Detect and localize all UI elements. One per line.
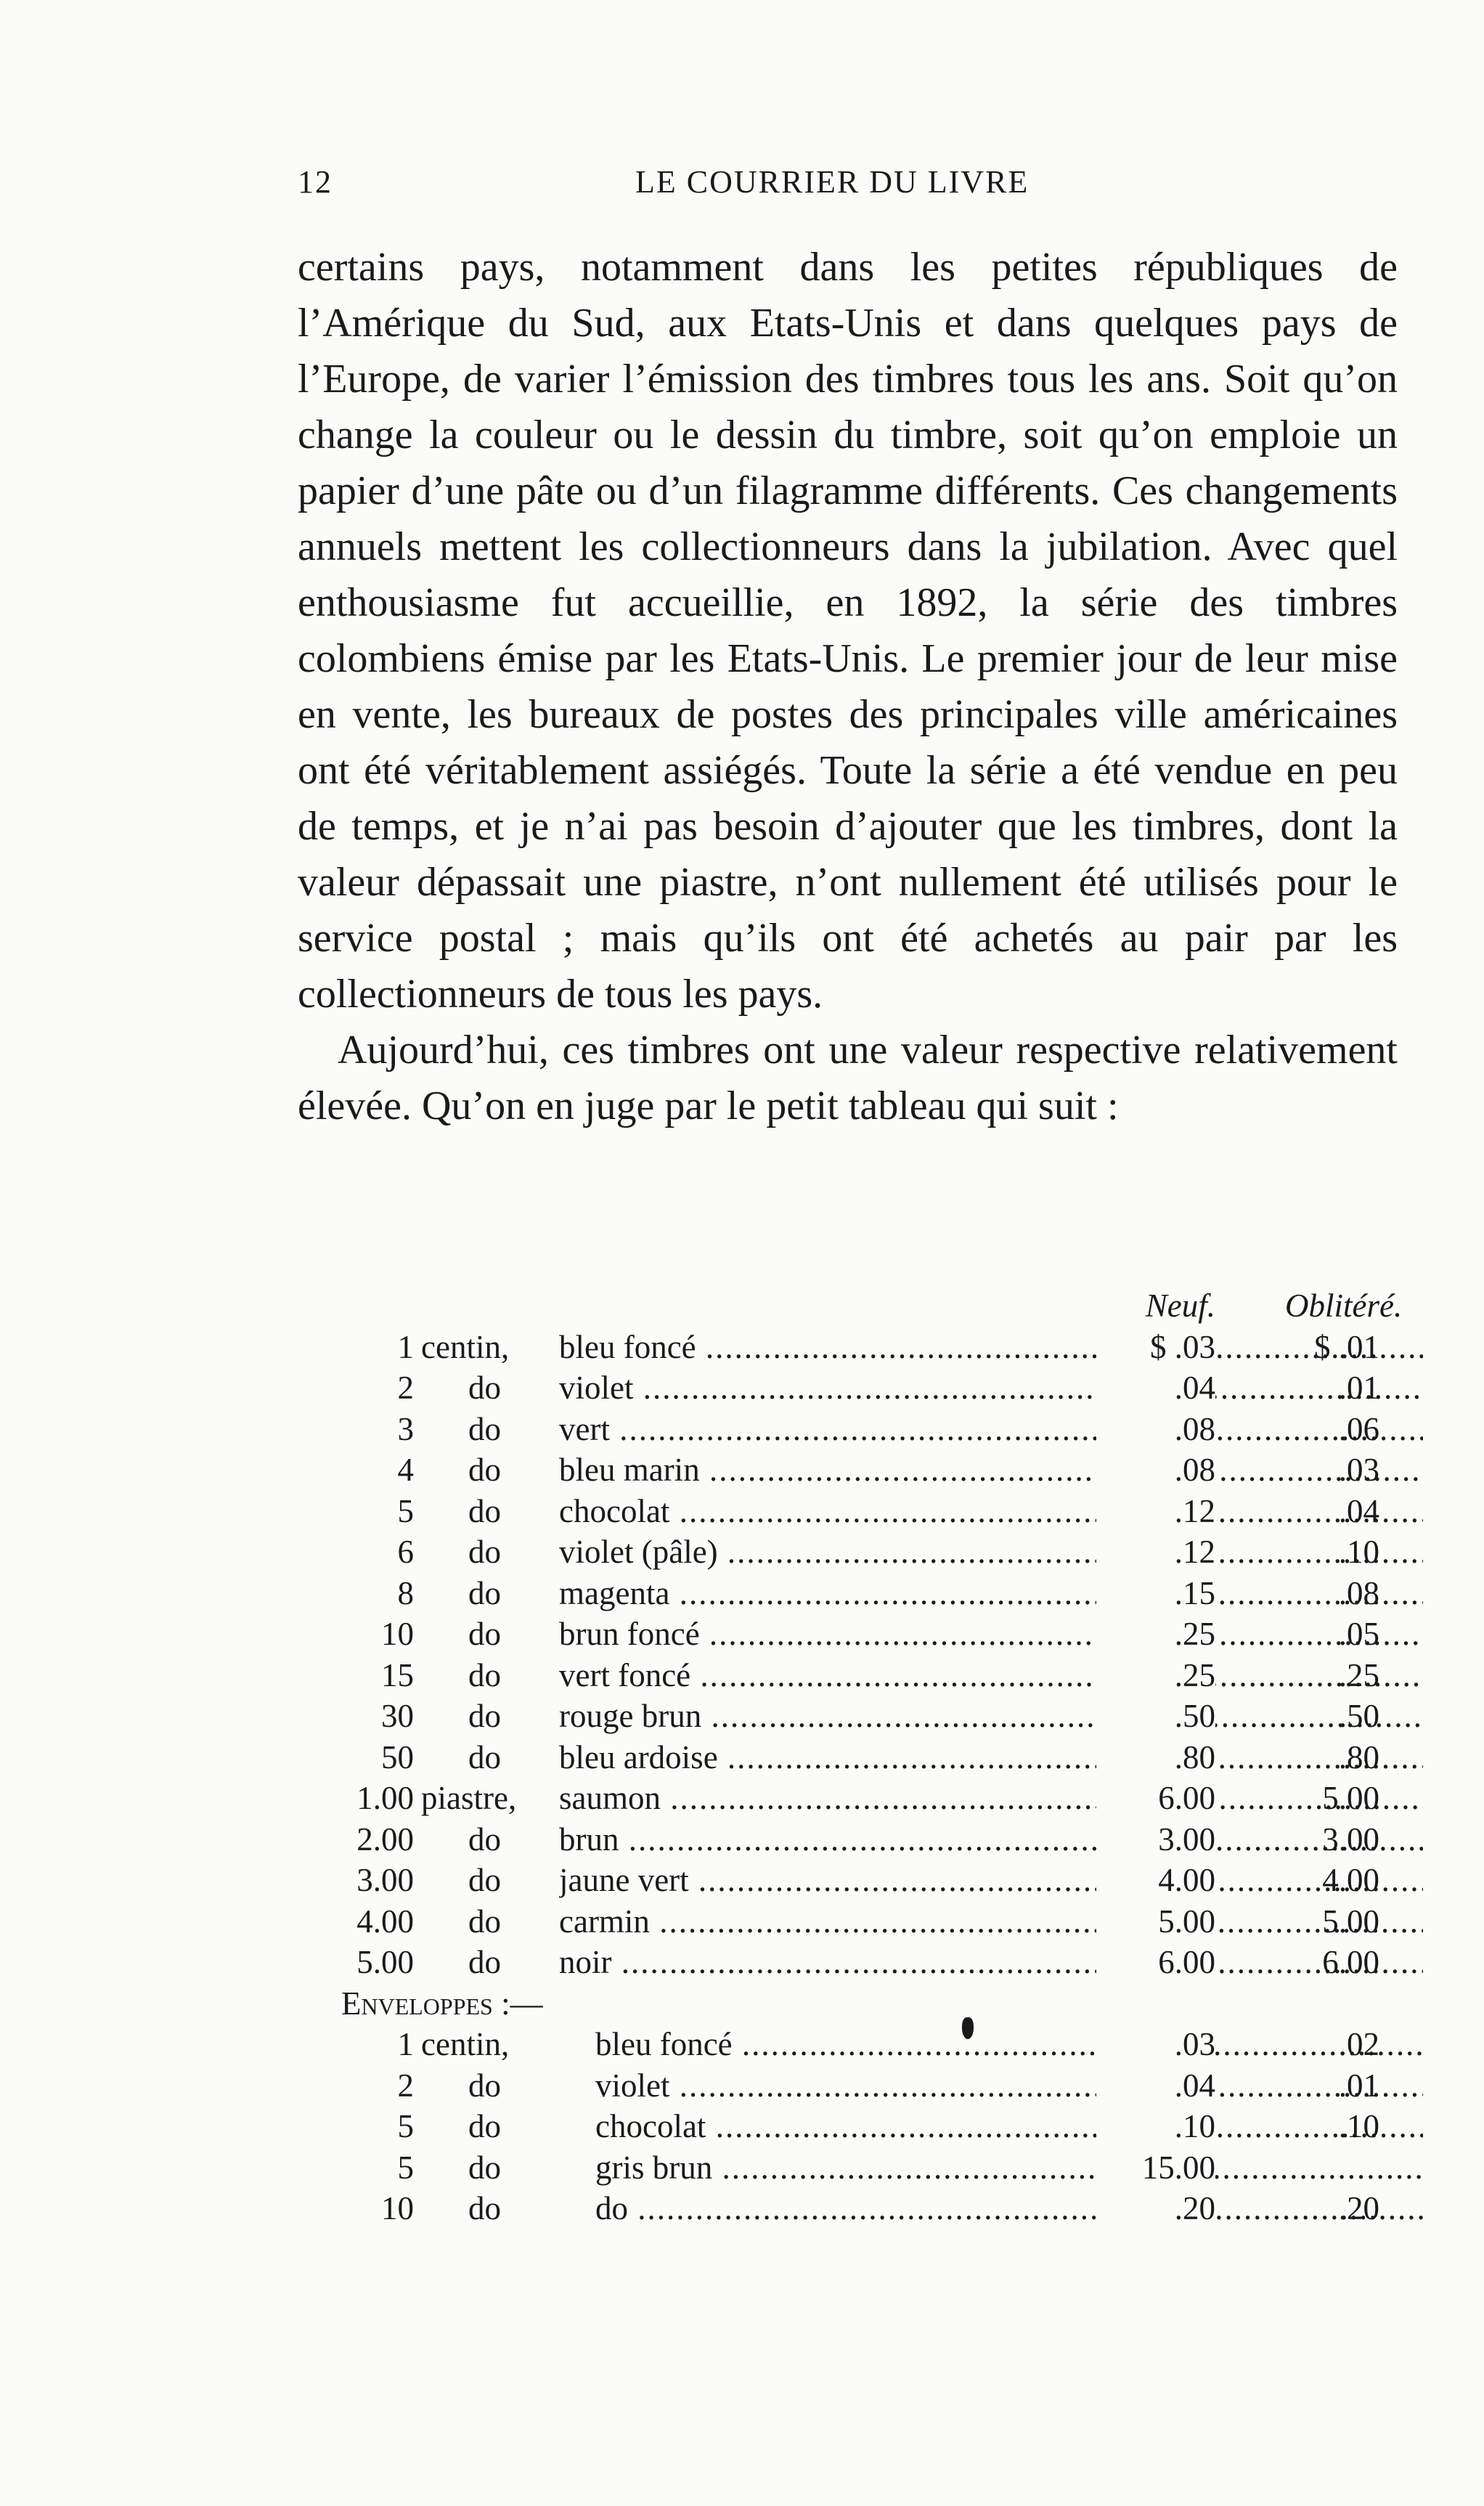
row-price-neuf: 4.00 [1096,1860,1215,1901]
row-price-oblitere: 5.00 [1322,1903,1379,1940]
row-quantity: 2.00 [356,1820,414,1858]
table-row [319,1778,1408,1819]
row-price-neuf: .50 [1096,1696,1215,1737]
row-color: vert foncé ..... [559,1655,1423,1696]
row-color: violet ..... [559,1367,1423,1409]
table-row [319,1901,1408,1942]
row-price-oblitere: $ .01 [1314,1328,1379,1365]
row-color: violet (pâle) ..... [559,1531,1423,1573]
row-quantity: 3.00 [356,1862,414,1898]
row-unit: do [468,1616,501,1652]
row-unit: do [468,1492,501,1529]
stamp-price-table [319,1285,1408,2229]
row-price-neuf: .25 [1096,1614,1215,1655]
row-unit: do [468,1944,501,1980]
row-price-neuf: .12 [1096,1531,1215,1573]
table-row [319,1531,1408,1573]
table-row [319,1737,1408,1778]
row-color: bleu marin ..... [559,1449,1423,1491]
row-color: noir ..... [559,1942,1423,1983]
row-unit: do [468,2190,501,2226]
row-price-neuf: .20 [1096,2188,1215,2229]
row-quantity: 5.00 [356,1944,414,1980]
row-unit: do [468,1410,501,1447]
row-price-oblitere: .50 [1338,1698,1379,1734]
row-price-neuf: 6.00 [1096,1942,1215,1983]
row-color: do ..... [595,2188,1423,2229]
table-row [319,1614,1408,1655]
running-title: LE COURRIER DU LIVRE [635,164,1030,200]
table-row [319,1655,1408,1696]
row-unit: do [468,1370,501,1406]
column-header-neuf: Neuf. [1145,1287,1215,1324]
row-unit: do [468,2149,501,2186]
table-row [319,2065,1408,2107]
row-price-oblitere: .25 [1338,1656,1379,1693]
row-color: vert ..... [559,1409,1423,1450]
row-color: brun ..... [559,1819,1423,1860]
row-color: gris brun ..... [595,2147,1423,2189]
row-price-oblitere: .01 [1338,1370,1379,1406]
row-unit: centin, [421,1328,510,1365]
row-quantity: 4 [397,1452,414,1488]
table-row [319,1819,1408,1860]
row-unit: do [468,1862,501,1898]
row-quantity: 5 [397,2149,414,2186]
row-price-neuf: .08 [1096,1409,1215,1450]
table-row [319,1573,1408,1614]
row-unit: do [468,1656,501,1693]
paragraph: certains pays, notamment dans les petites républiques de l’Amérique du Sud, aux Etats-Unis et dans quelques pays de l’Europe, de varier l’émission des timbres tous les ans. Soit qu’on change la couleur ou le dessin du timbre, soit qu’on emploie un papier d’une pâte ou d’un filagramme différents. Ces changements annuels mettent les collectionneurs dans la jubilation. Avec quel enthousiasme fut accueillie, en 1892, la série des timbres colombiens émise par les Etats-Unis. Le premier jour de leur mise en vente, les bureaux de postes des principales ville américaines ont été véritablement assiégés. Toute la série a été vendue en peu de temps, et je n’ai pas besoin d’ajouter que les timbres, dont la valeur dépassait une piastre, n’ont nullement été utilisés pour le service postal ; mais qu’ils ont été achetés au pair par les collectionneurs de tous les pays. [298,245,1398,1017]
row-price-oblitere: .01 [1338,2067,1379,2104]
row-quantity: 3 [397,1410,414,1447]
row-price-neuf: .04 [1096,1367,1215,1409]
table-row [319,1409,1408,1450]
row-price-neuf: .15 [1096,1573,1215,1614]
row-unit: do [468,1452,501,1488]
row-price-oblitere: .04 [1338,1492,1379,1529]
row-unit: do [468,1820,501,1858]
row-color: bleu foncé ..... [595,2024,1423,2065]
row-color: carmin ..... [559,1901,1423,1942]
row-price-oblitere: .10 [1338,1534,1379,1570]
row-price-neuf: .10 [1096,2106,1215,2147]
row-quantity: 5 [397,2108,414,2144]
row-quantity: 2 [397,2067,414,2104]
row-price-neuf: 15.00 [1096,2147,1215,2189]
row-unit: piastre, [421,1780,517,1816]
row-color: jaune vert ..... [559,1860,1423,1901]
row-quantity: 50 [381,1738,414,1775]
row-unit: do [468,2108,501,2144]
table-row [319,2147,1408,2189]
row-unit: do [468,1534,501,1570]
row-quantity: 10 [381,1616,414,1652]
row-color: magenta ..... [559,1573,1423,1614]
row-price-oblitere: .80 [1338,1738,1379,1775]
row-price-neuf: .03 [1096,2024,1215,2065]
row-color: rouge brun ..... [559,1696,1423,1737]
row-color: saumon ..... [559,1778,1423,1819]
row-unit: do [468,1698,501,1734]
row-price-neuf: $ .03 [1096,1327,1215,1368]
row-color: bleu foncé ..... [559,1327,1423,1368]
page-number: 12 [298,164,333,200]
row-price-oblitere: .05 [1338,1616,1379,1652]
row-quantity: 6 [397,1534,414,1570]
body-text [298,240,1398,1134]
row-price-oblitere: 3.00 [1322,1820,1379,1858]
row-price-oblitere: 6.00 [1322,1944,1379,1980]
stamp-rows [319,1327,1408,1983]
row-color: bleu ardoise ..... [559,1737,1423,1778]
row-quantity: 10 [381,2190,414,2226]
row-quantity: 30 [381,1698,414,1734]
table-column-headers [319,1285,1408,1327]
row-quantity: 1 [397,2026,414,2062]
row-price-oblitere: .20 [1338,2190,1379,2226]
row-price-neuf: .12 [1096,1491,1215,1532]
row-color: chocolat ..... [559,1491,1423,1532]
row-quantity: 15 [381,1656,414,1693]
row-color: brun foncé ..... [559,1614,1423,1655]
row-price-oblitere: .10 [1338,2108,1379,2144]
row-unit: do [468,2067,501,2104]
row-color: violet ..... [595,2065,1423,2107]
table-row [319,1696,1408,1737]
row-quantity: 2 [397,1370,414,1406]
row-unit: centin, [421,2026,510,2062]
ornament-icon [962,2017,974,2039]
row-price-neuf: 3.00 [1096,1819,1215,1860]
row-price-oblitere: .06 [1338,1410,1379,1447]
row-quantity: 8 [397,1574,414,1611]
row-unit: do [468,1903,501,1940]
row-price-oblitere: .02 [1338,2026,1379,2062]
row-price-oblitere: 4.00 [1322,1862,1379,1898]
row-price-neuf: .80 [1096,1737,1215,1778]
paragraph: Aujourd’hui, ces timbres ont une valeur respective relativement élevée. Qu’on en juge par le petit tableau qui suit : [298,1028,1398,1128]
row-price-oblitere: .03 [1338,1452,1379,1488]
row-price-neuf: 5.00 [1096,1901,1215,1942]
table-row [319,1860,1408,1901]
row-quantity: 5 [397,1492,414,1529]
table-row [319,2024,1408,2065]
row-price-oblitere: 5.00 [1322,1780,1379,1816]
row-quantity: 1 [397,1328,414,1365]
row-price-neuf: .08 [1096,1449,1215,1491]
row-unit: do [468,1738,501,1775]
row-price-neuf: 6.00 [1096,1778,1215,1819]
table-row [319,1942,1408,1983]
row-price-oblitere: .08 [1338,1574,1379,1611]
envelope-rows [319,2024,1408,2229]
row-price-neuf: .04 [1096,2065,1215,2107]
table-row [319,1367,1408,1409]
table-row [319,1327,1408,1368]
row-color: chocolat ..... [595,2106,1423,2147]
row-price-neuf: .25 [1096,1655,1215,1696]
table-row [319,2106,1408,2147]
table-row [319,1449,1408,1491]
row-unit: do [468,1574,501,1611]
column-header-oblitere: Oblitéré. [1285,1287,1403,1324]
row-quantity: 4.00 [356,1903,414,1940]
table-row [319,1491,1408,1532]
table-row [319,2188,1408,2229]
envelopes-label: Enveloppes :— [341,1985,543,2022]
row-quantity: 1.00 [356,1780,414,1816]
